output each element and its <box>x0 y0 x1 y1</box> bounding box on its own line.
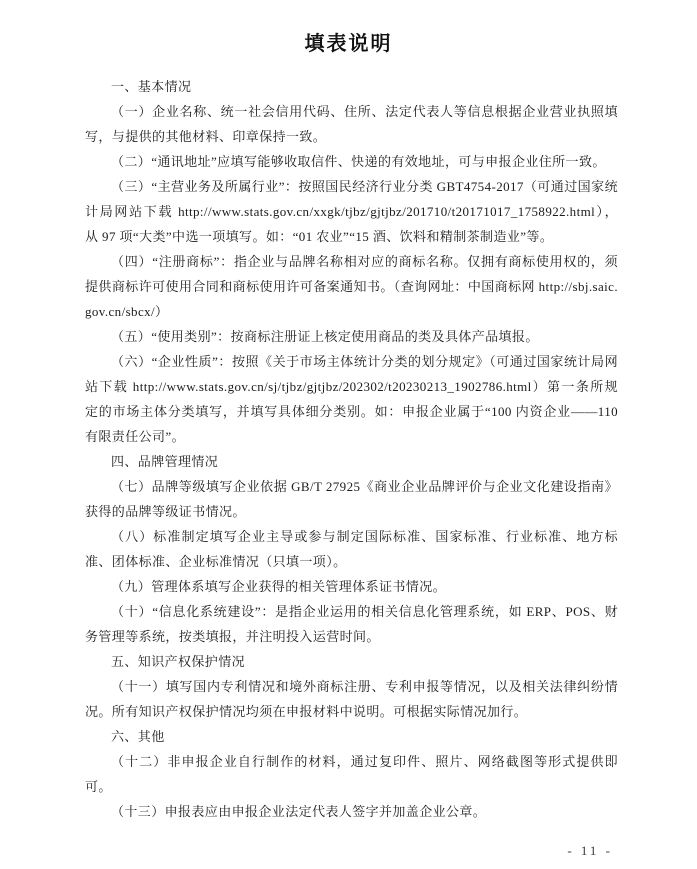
paragraph-item-7: （七）品牌等级填写企业依据 GB/T 27925《商业企业品牌评价与企业文化建设指南》获得的品牌等级证书情况。 <box>85 479 618 519</box>
paragraph-item-8: （八）标准制定填写企业主导或参与制定国际标准、国家标准、行业标准、地方标准、团体标准、企业标准情况（只填一项）。 <box>85 529 618 569</box>
section-heading-basic-info: 一、基本情况 <box>111 79 192 94</box>
paragraph-item-6: （六）“企业性质”：按照《关于市场主体统计分类的划分规定》（可通过国家统计局网站下载 http://www.stats.gov.cn/sj/tjbz/gjtjbz/202302/t20230213_1902786.html）第一条所规定的市场主体分类填写，并填写具体细分类别。如：申报企业属于“100 内资企业——110 有限责任公司”。 <box>85 354 618 444</box>
paragraph-item-2: （二）“通讯地址”应填写能够收取信件、快递的有效地址，可与申报企业住所一致。 <box>111 154 606 169</box>
document-body <box>85 74 618 824</box>
paragraph-item-10: （十）“信息化系统建设”：是指企业运用的相关信息化管理系统，如 ERP、POS、财务管理等系统，按类填报，并注明投入运营时间。 <box>85 604 618 644</box>
paragraph-item-4: （四）“注册商标”：指企业与品牌名称相对应的商标名称。仅拥有商标使用权的，须提供商标许可使用合同和商标使用许可备案通知书。（查询网址：中国商标网 http://sbj.saic.gov.cn/sbcx/） <box>85 254 618 319</box>
paragraph-item-12: （十二）非申报企业自行制作的材料，通过复印件、照片、网络截图等形式提供即可。 <box>85 754 618 794</box>
paragraph-item-11: （十一）填写国内专利情况和境外商标注册、专利申报等情况，以及相关法律纠纷情况。所有知识产权保护情况均须在申报材料中说明。可根据实际情况加行。 <box>85 679 618 719</box>
paragraph-item-5: （五）“使用类别”：按商标注册证上核定使用商品的类及具体产品填报。 <box>111 329 539 344</box>
paragraph-item-3: （三）“主营业务及所属行业”：按照国民经济行业分类 GBT4754-2017（可通过国家统计局网站下载 http://www.stats.gov.cn/xxgk/tjbz/gjtjbz/201710/t20171017_1758922.html），从 97 项“大类”中选一项填写。如：“01 农业”“15 酒、饮料和精制茶制造业”等。 <box>85 179 618 244</box>
paragraph-item-13: （十三）申报表应由申报企业法定代表人签字并加盖企业公章。 <box>111 804 487 819</box>
section-heading-ip-protect: 五、知识产权保护情况 <box>111 654 246 669</box>
paragraph-item-1: （一）企业名称、统一社会信用代码、住所、法定代表人等信息根据企业营业执照填写，与提供的其他材料、印章保持一致。 <box>85 104 618 144</box>
page-number: - 11 - <box>567 843 613 858</box>
paragraph-item-9: （九）管理体系填写企业获得的相关管理体系证书情况。 <box>111 579 447 594</box>
section-heading-other: 六、其他 <box>111 729 165 744</box>
page-title: 填表说明 <box>304 33 393 55</box>
section-heading-brand-mgmt: 四、品牌管理情况 <box>111 454 219 469</box>
